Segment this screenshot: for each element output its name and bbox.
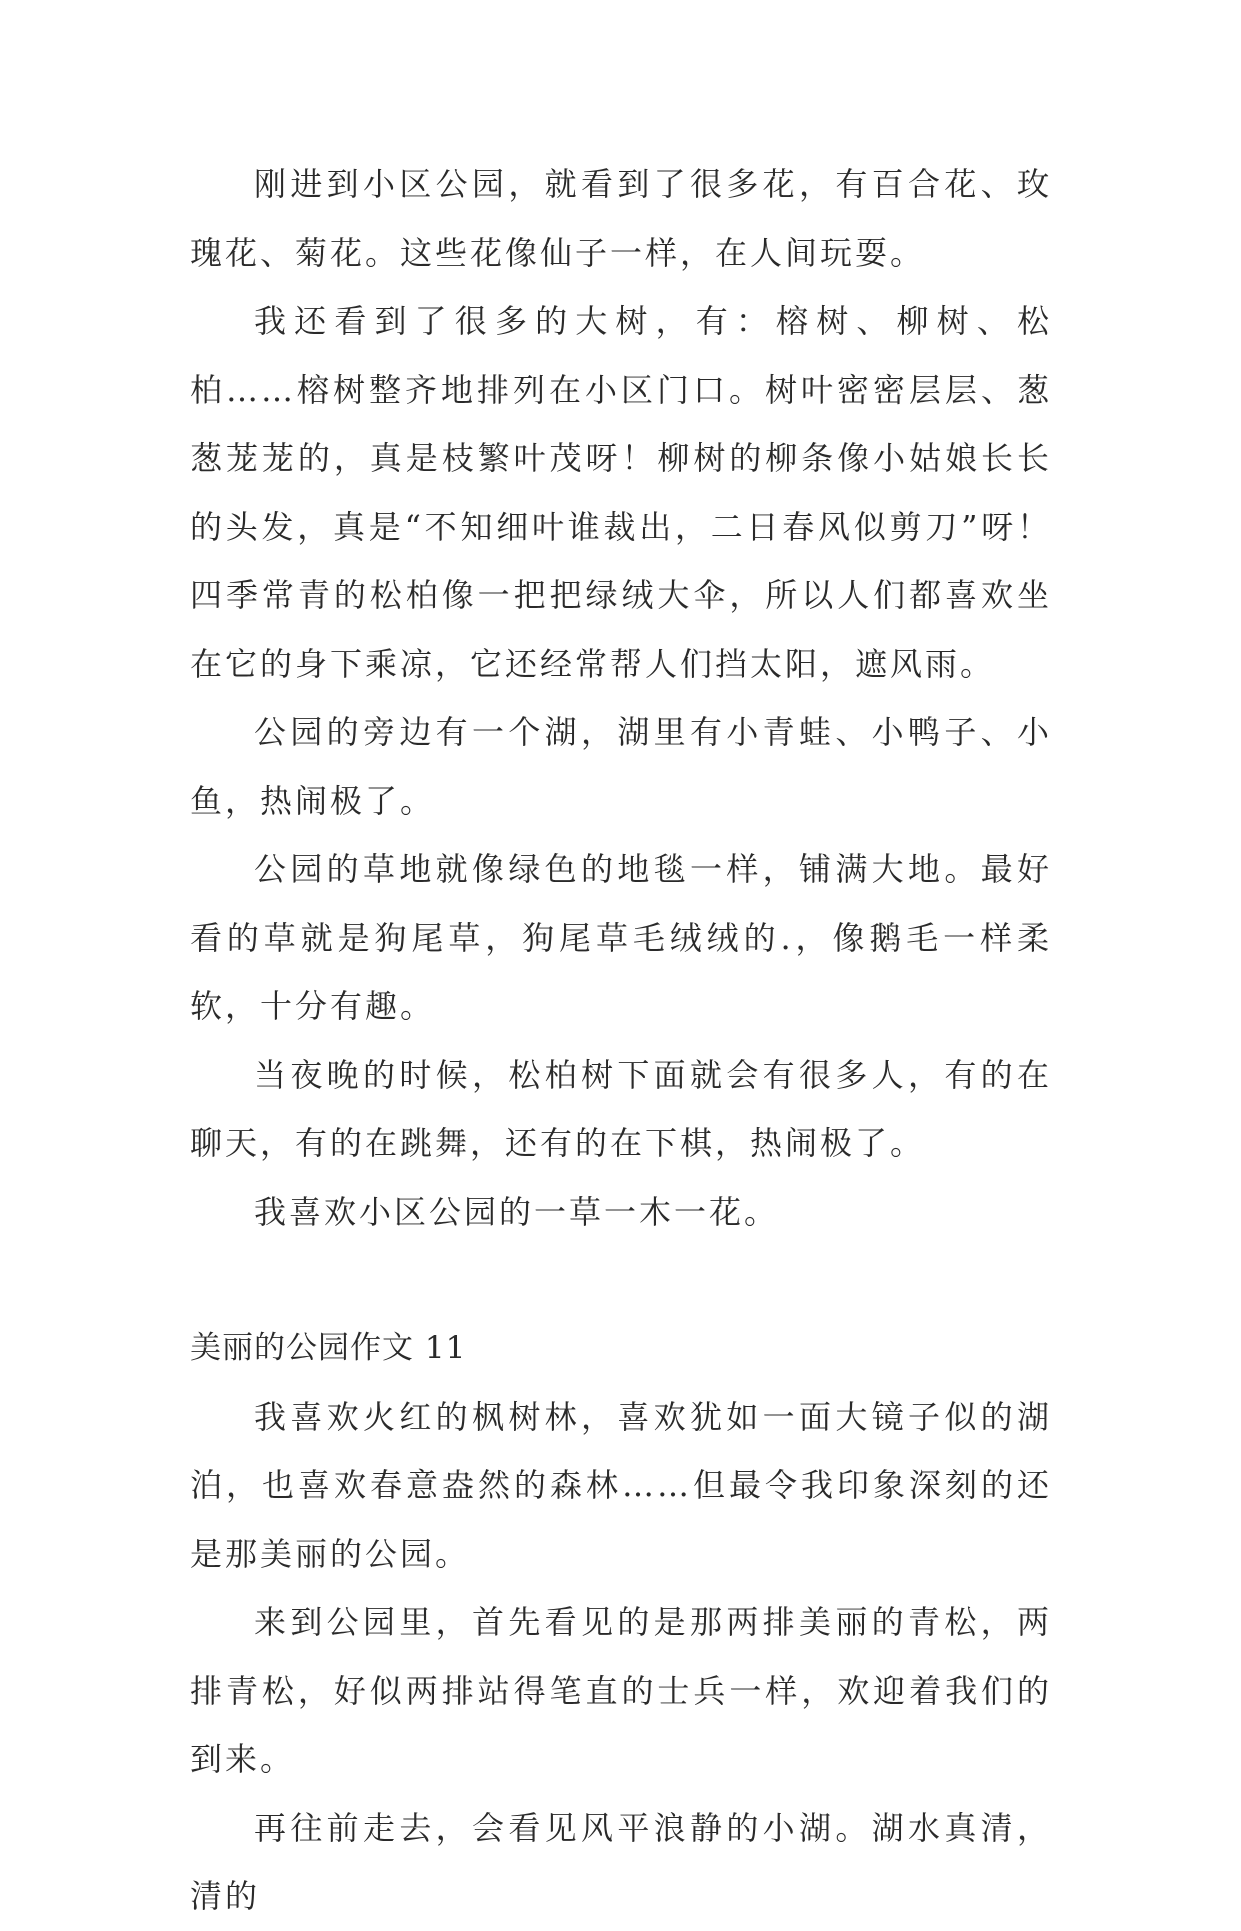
paragraph-conclusion: 我喜欢小区公园的一草一木一花。	[254, 1192, 780, 1231]
paragraph-pines: 来到公园里，首先看见的是那两排美丽的青松，两排青松，好似两排站得笔直的士兵一样，欢迎着我们的到来。	[190, 1603, 1052, 1778]
paragraph-trees: 我还看到了很多的大树，有：榕树、柳树、松柏……榕树整齐地排列在小区门口。树叶密密层层、葱葱茏茏的，真是枝繁叶茂呀！柳树的柳条像小姑娘长长的头发，真是“不知细叶谁裁出，二日春风似剪刀”呀！四季常青的松柏像一把把绿绒大伞，所以人们都喜欢坐在它的身下乘凉，它还经常帮人们挡太阳，遮风雨。	[190, 302, 1052, 683]
paragraph-intro: 我喜欢火红的枫树林，喜欢犹如一面大镜子似的湖泊，也喜欢春意盎然的森林……但最令我印象深刻的还是那美丽的公园。	[190, 1397, 1052, 1573]
paragraph-small-lake: 再往前走去，会看见风平浪静的小湖。湖水真清，清的	[190, 1808, 1052, 1915]
paragraph-evening: 当夜晚的时候，松柏树下面就会有很多人，有的在聊天，有的在跳舞，还有的在下棋，热闹极了。	[190, 1055, 1052, 1162]
paragraph-flowers: 刚进到小区公园，就看到了很多花，有百合花、玫瑰花、菊花。这些花像仙子一样，在人间玩耍。	[190, 165, 1052, 272]
essay-heading: 美丽的公园作文 11	[190, 1330, 467, 1366]
document-body	[190, 150, 1052, 1931]
section-spacer	[190, 1246, 1052, 1314]
paragraph-lake: 公园的旁边有一个湖，湖里有小青蛙、小鸭子、小鱼，热闹极了。	[190, 713, 1052, 820]
paragraph-grass: 公园的草地就像绿色的地毯一样，铺满大地。最好看的草就是狗尾草，狗尾草毛绒绒的.，像鹅毛一样柔软，十分有趣。	[190, 850, 1052, 1025]
